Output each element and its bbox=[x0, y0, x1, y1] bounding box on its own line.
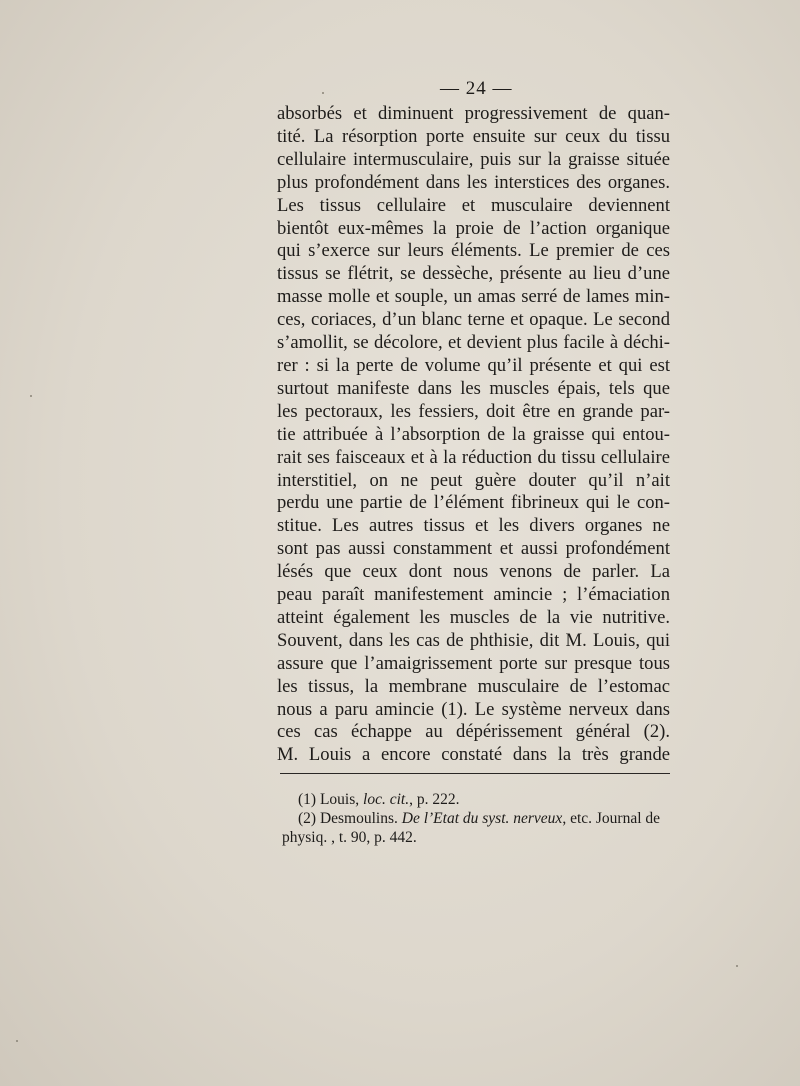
paper-speck bbox=[16, 1040, 18, 1042]
footnote-2 bbox=[282, 809, 670, 828]
footnote-1-italic: loc. cit. bbox=[363, 791, 410, 808]
text-line: surtout manifeste dans les muscles épais, tels que bbox=[277, 377, 670, 399]
footnote-1-prefix: (1) Louis, bbox=[298, 791, 364, 808]
text-line: rer : si la perte de volume qu’il présente et qui est bbox=[277, 354, 670, 376]
footnote-separator bbox=[280, 773, 670, 774]
text-line: qui s’exerce sur leurs éléments. Le premier de ces bbox=[277, 240, 670, 262]
text-line: Souvent, dans les cas de phthisie, dit M. Louis, qui bbox=[277, 629, 670, 651]
text-line: s’amollit, se décolore, et devient plus facile à déchi- bbox=[277, 332, 670, 354]
text-line: rait ses faisceaux et à la réduction du tissu cellulaire bbox=[277, 446, 670, 468]
text-line: atteint également les muscles de la vie nutritive. bbox=[277, 606, 670, 628]
footnote-2-suffix: , etc. Journal de bbox=[562, 810, 661, 827]
text-line: ces cas échappe au dépérissement général (2). bbox=[277, 721, 670, 743]
text-line: Les tissus cellulaire et musculaire deviennent bbox=[277, 194, 670, 216]
footnote-1 bbox=[282, 790, 670, 809]
footnotes bbox=[282, 790, 670, 847]
text-line: bientôt eux-mêmes la proie de l’action organique bbox=[277, 217, 670, 239]
body-text bbox=[277, 103, 670, 767]
footnote-2-prefix: (2) Desmoulins. bbox=[298, 810, 402, 827]
footnote-2-continuation: physiq. , t. 90, p. 442. bbox=[282, 829, 417, 846]
text-line: assure que l’amaigrissement porte sur presque tous bbox=[277, 652, 670, 674]
page-number: — 24 — bbox=[440, 78, 513, 99]
text-line: M. Louis a encore constaté dans la très grande bbox=[277, 744, 670, 766]
text-line: les pectoraux, les fessiers, doit être en grande par- bbox=[277, 400, 670, 422]
text-line: ces, coriaces, d’un blanc terne et opaque. Le second bbox=[277, 309, 670, 331]
text-line: perdu une partie de l’élément fibrineux qui le con- bbox=[277, 492, 670, 514]
text-line: les tissus, la membrane musculaire de l’estomac bbox=[277, 675, 670, 697]
text-line: interstitiel, on ne peut guère douter qu’il n’ait bbox=[277, 469, 670, 491]
footnote-1-suffix: , p. 222. bbox=[409, 791, 460, 808]
text-line: tie attribuée à l’absorption de la graisse qui entou- bbox=[277, 423, 670, 445]
text-line: absorbés et diminuent progressivement de quan- bbox=[277, 103, 670, 124]
paper-speck bbox=[322, 92, 324, 94]
text-line: lésés que ceux dont nous venons de parler. La bbox=[277, 561, 670, 583]
text-line: tité. La résorption porte ensuite sur ceux du tissu bbox=[277, 125, 670, 147]
text-line: sont pas aussi constamment et aussi profondément bbox=[277, 538, 670, 560]
text-line: cellulaire intermusculaire, puis sur la graisse située bbox=[277, 148, 670, 170]
text-line: nous a paru amincie (1). Le système nerveux dans bbox=[277, 698, 670, 720]
paper-speck bbox=[30, 395, 32, 397]
text-line: tissus se flétrit, se dessèche, présente au lieu d’une bbox=[277, 263, 670, 285]
text-line: plus profondément dans les interstices des organes. bbox=[277, 171, 670, 193]
footnote-2-italic: De l’Etat du syst. nerveux bbox=[401, 810, 563, 827]
paper-speck bbox=[736, 965, 738, 967]
text-line: stitue. Les autres tissus et les divers organes ne bbox=[277, 515, 670, 537]
text-line: peau paraît manifestement amincie ; l’émaciation bbox=[277, 584, 670, 606]
text-line: masse molle et souple, un amas serré de lames min- bbox=[277, 286, 670, 308]
